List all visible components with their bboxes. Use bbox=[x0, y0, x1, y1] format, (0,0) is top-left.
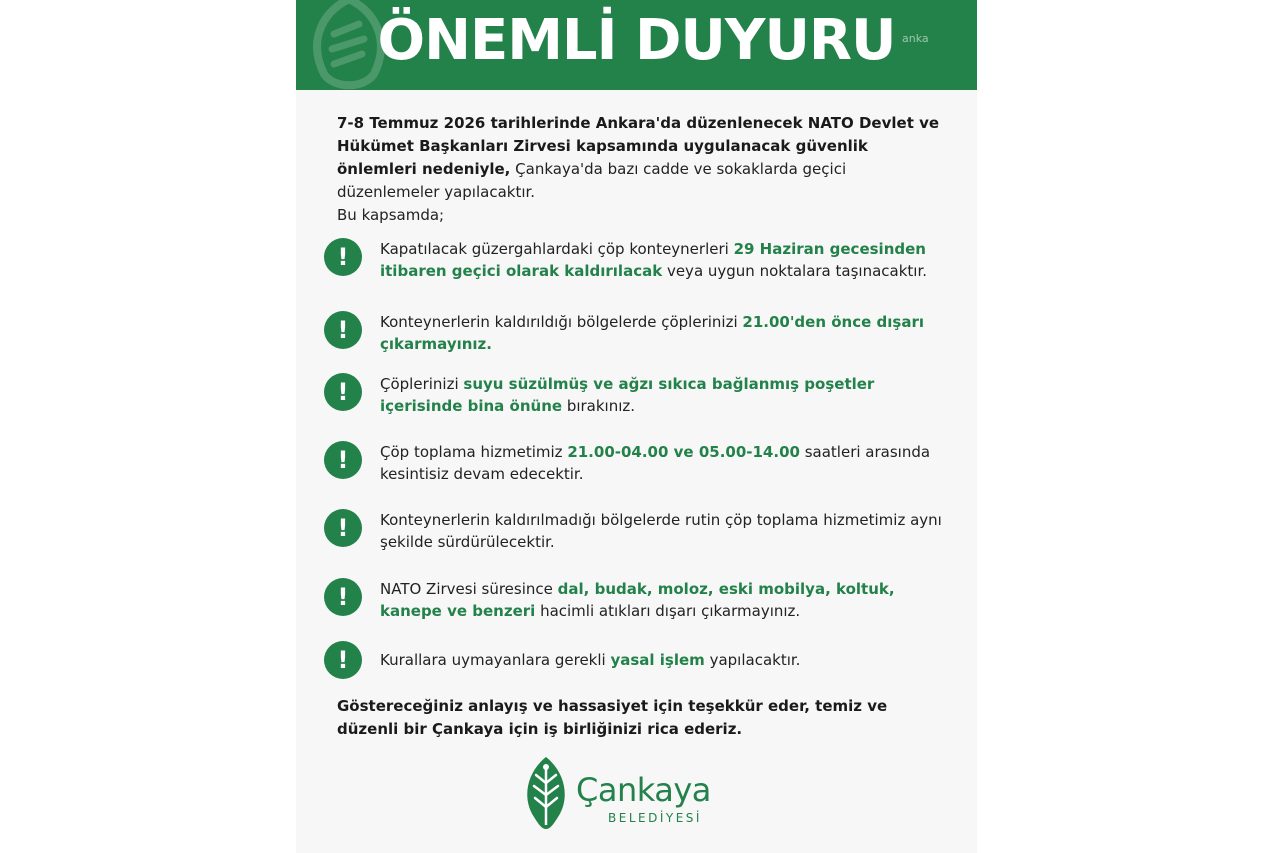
item-text-part: saatleri arasında kesintisiz devam edecektir. bbox=[380, 443, 931, 483]
item-text-part: Konteynerlerin kaldırılmadığı bölgelerde rutin çöp toplama hizmetimiz aynı şekilde sürdürülecektir. bbox=[380, 511, 942, 551]
exclamation-icon: ! bbox=[324, 641, 362, 679]
item-highlight: 21.00-04.00 ve 05.00-14.00 bbox=[567, 443, 800, 461]
closing-paragraph: Göstereceğiniz anlayış ve hassasiyet için teşekkür eder, temiz ve düzenli bir Çankaya için iş birliğinizi rica ederiz. bbox=[337, 697, 888, 738]
intro-rest: Çankaya'da bazı cadde ve sokaklarda geçici düzenlemeler yapılacaktır. bbox=[337, 160, 847, 201]
page-title: ÖNEMLİ DUYURU bbox=[377, 8, 896, 73]
item-text-part: hacimli atıkları dışarı çıkarmayınız. bbox=[535, 602, 801, 620]
exclamation-icon: ! bbox=[324, 373, 362, 411]
item-highlight: 21.00'den önce dışarı çıkarmayınız. bbox=[380, 313, 924, 353]
item-text-part: Konteynerlerin kaldırıldığı bölgelerde çöplerinizi bbox=[380, 313, 743, 331]
exclamation-icon: ! bbox=[324, 578, 362, 616]
list-item-text bbox=[380, 441, 950, 485]
announcement-poster bbox=[296, 0, 977, 853]
intro-bold: 7-8 Temmuz 2026 tarihlerinde Ankara'da düzenlenecek NATO Devlet ve Hükümet Başkanları Zirvesi kapsamında uygulanacak güvenlik önlemleri nedeniyle, bbox=[337, 114, 940, 178]
intro-paragraph bbox=[337, 112, 952, 204]
item-text-part: Kapatılacak güzergahlardaki çöp konteynerleri bbox=[380, 240, 734, 258]
exclamation-icon: ! bbox=[324, 238, 362, 276]
exclamation-icon: ! bbox=[324, 311, 362, 349]
leaf-logo-icon bbox=[522, 755, 570, 831]
item-highlight: dal, budak, moloz, eski mobilya, koltuk, kanepe ve benzeri bbox=[380, 580, 895, 620]
item-highlight: 29 Haziran gecesinden itibaren geçici olarak kaldırılacak bbox=[380, 240, 926, 280]
brand-logo bbox=[522, 755, 752, 835]
scope-label: Bu kapsamda; bbox=[337, 206, 445, 224]
item-text-part: Çöplerinizi bbox=[380, 375, 464, 393]
item-text-part: Çöp toplama hizmetimiz bbox=[380, 443, 568, 461]
exclamation-icon: ! bbox=[324, 441, 362, 479]
header-banner bbox=[296, 0, 977, 90]
list-item-text bbox=[380, 311, 950, 355]
item-text-part: yapılacaktır. bbox=[704, 651, 801, 669]
list-item-text bbox=[380, 373, 950, 417]
item-text-part: NATO Zirvesi süresince bbox=[380, 580, 558, 598]
item-highlight: suyu süzülmüş ve ağzı sıkıca bağlanmış poşetler içerisinde bina önüne bbox=[380, 375, 875, 415]
exclamation-icon: ! bbox=[324, 509, 362, 547]
list-item-text bbox=[380, 509, 950, 553]
list-item-text bbox=[380, 649, 950, 671]
item-highlight: yasal işlem bbox=[610, 651, 705, 669]
list-item-text bbox=[380, 578, 950, 622]
item-text-part: veya uygun noktalara taşınacaktır. bbox=[662, 262, 928, 280]
watermark: anka bbox=[902, 32, 929, 45]
brand-subtitle: BELEDİYESİ bbox=[608, 811, 702, 825]
item-text-part: bırakınız. bbox=[562, 397, 636, 415]
brand-name: Çankaya bbox=[576, 771, 711, 809]
list-item-text bbox=[380, 238, 950, 282]
item-text-part: Kurallara uymayanlara gerekli bbox=[380, 651, 611, 669]
